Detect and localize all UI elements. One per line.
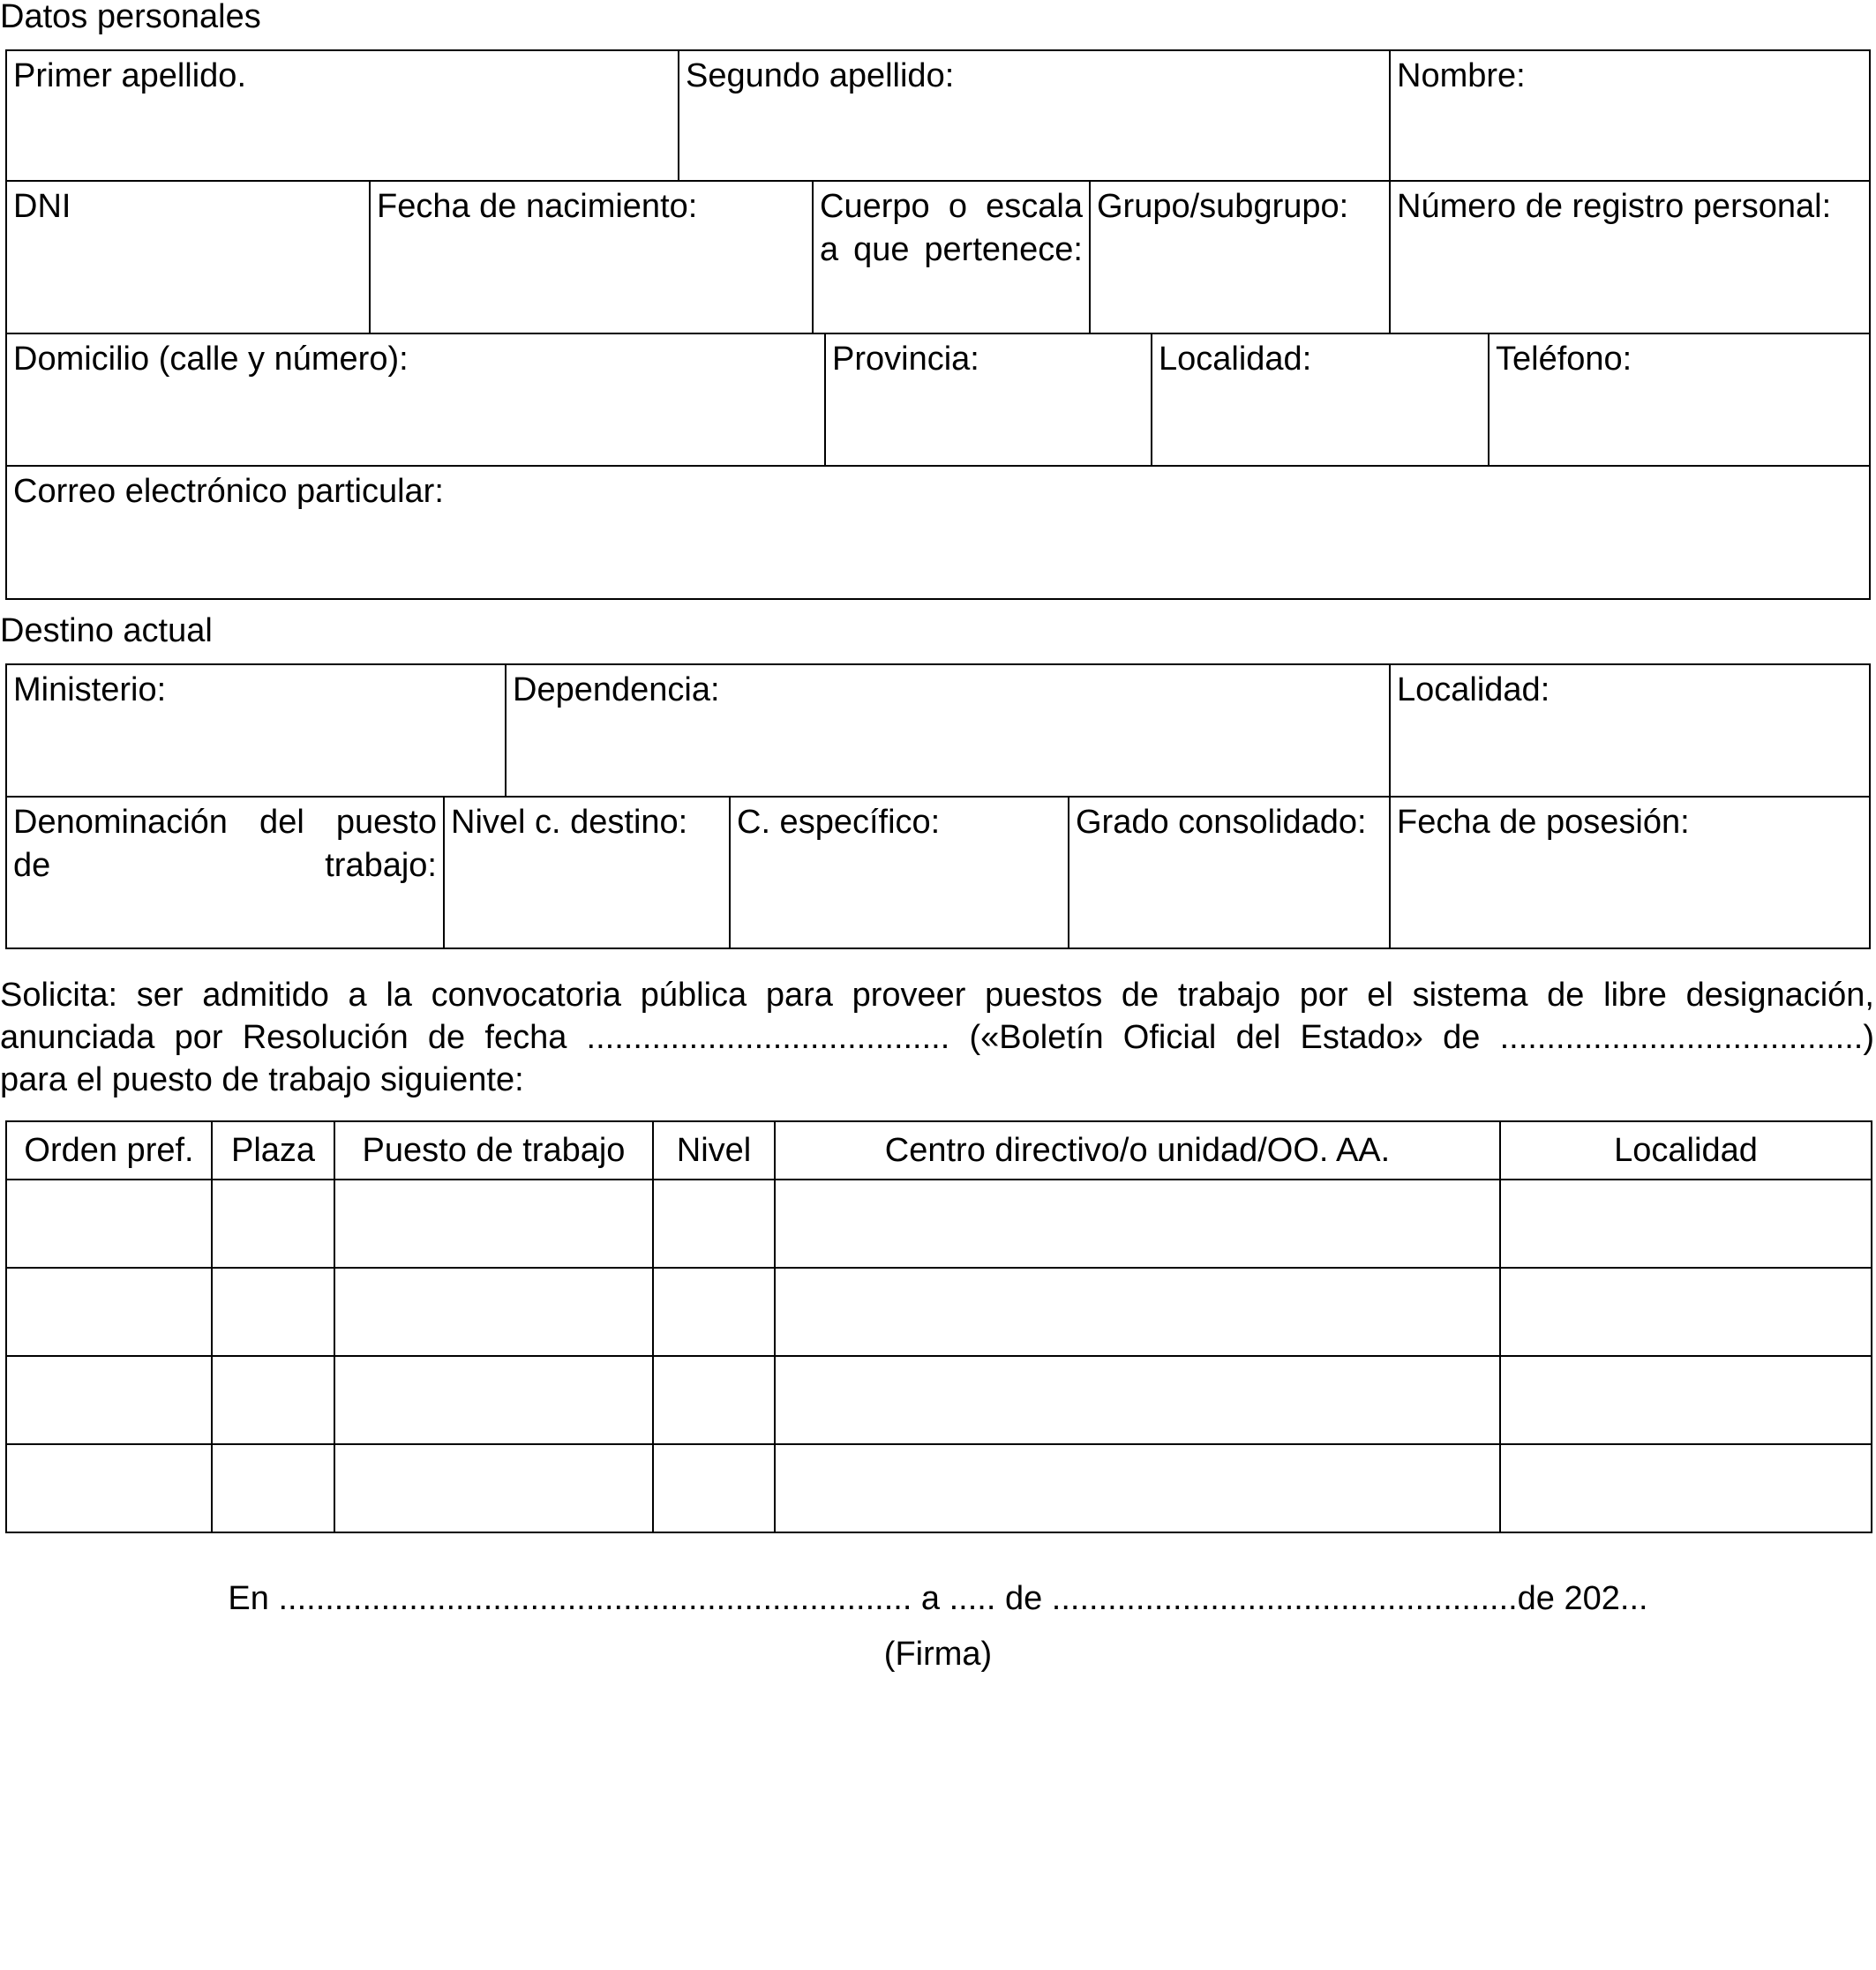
field-label: Denominación del puesto de trabajo: bbox=[13, 804, 437, 884]
solicita-line-1: Solicita: ser admitido a la convocatoria pública para proveer puestos de trabajo por el sistema de libre designación, bbox=[0, 977, 1874, 1014]
field-label: Grupo/subgrupo: bbox=[1097, 188, 1349, 225]
section-title-destino: Destino actual bbox=[0, 612, 213, 649]
column-header-nivel: Nivel bbox=[653, 1121, 775, 1180]
field-primer-apellido[interactable] bbox=[5, 49, 679, 182]
field-grado-consolidado[interactable] bbox=[1068, 796, 1391, 949]
table-cell[interactable] bbox=[775, 1356, 1500, 1444]
field-localidad-destino[interactable] bbox=[1389, 663, 1871, 798]
table-cell[interactable] bbox=[1500, 1268, 1872, 1356]
table-cell[interactable] bbox=[334, 1268, 653, 1356]
table-cell[interactable] bbox=[775, 1180, 1500, 1268]
table-cell[interactable] bbox=[1500, 1356, 1872, 1444]
place-date-line: En .................................................................... a ..... de ..................................................de 202... bbox=[228, 1580, 1648, 1617]
field-fecha-nacimiento[interactable] bbox=[369, 180, 814, 334]
table-cell[interactable] bbox=[334, 1444, 653, 1532]
column-header-puesto-trabajo: Puesto de trabajo bbox=[334, 1121, 653, 1180]
plazas-table bbox=[5, 1120, 1872, 1533]
table-cell[interactable] bbox=[775, 1268, 1500, 1356]
field-label: Nombre: bbox=[1397, 57, 1526, 94]
table-row bbox=[6, 1356, 1872, 1444]
table-cell[interactable] bbox=[775, 1444, 1500, 1532]
table-header-row bbox=[6, 1121, 1872, 1180]
field-label: C. específico: bbox=[737, 804, 941, 841]
field-ministerio[interactable] bbox=[5, 663, 507, 798]
solicita-paragraph bbox=[0, 974, 1874, 1101]
signature-label: (Firma) bbox=[883, 1636, 993, 1673]
table-cell[interactable] bbox=[212, 1444, 334, 1532]
field-correo-electronico[interactable] bbox=[5, 465, 1871, 600]
table-cell[interactable] bbox=[334, 1356, 653, 1444]
field-label: Segundo apellido: bbox=[686, 57, 955, 94]
table-cell[interactable] bbox=[6, 1356, 212, 1444]
field-nombre[interactable] bbox=[1389, 49, 1871, 182]
table-cell[interactable] bbox=[653, 1180, 775, 1268]
field-label: Teléfono: bbox=[1496, 341, 1632, 378]
table-cell[interactable] bbox=[653, 1268, 775, 1356]
field-fecha-posesion[interactable] bbox=[1389, 796, 1871, 949]
field-label: Cuerpo o escala a que pertenece: bbox=[820, 188, 1083, 268]
table-cell[interactable] bbox=[334, 1180, 653, 1268]
table-cell[interactable] bbox=[653, 1444, 775, 1532]
table-cell[interactable] bbox=[6, 1268, 212, 1356]
field-numero-registro-personal[interactable] bbox=[1389, 180, 1871, 334]
field-denominacion-puesto[interactable] bbox=[5, 796, 445, 949]
field-label: Nivel c. destino: bbox=[451, 804, 688, 841]
column-header-plaza: Plaza bbox=[212, 1121, 334, 1180]
field-label: Primer apellido. bbox=[13, 57, 246, 94]
table-cell[interactable] bbox=[212, 1180, 334, 1268]
table-cell[interactable] bbox=[653, 1356, 775, 1444]
field-telefono[interactable] bbox=[1488, 333, 1871, 467]
column-header-localidad: Localidad bbox=[1500, 1121, 1872, 1180]
table-row bbox=[6, 1444, 1872, 1532]
field-segundo-apellido[interactable] bbox=[678, 49, 1391, 182]
table-row bbox=[6, 1268, 1872, 1356]
field-grupo-subgrupo[interactable] bbox=[1089, 180, 1391, 334]
field-localidad-personal[interactable] bbox=[1151, 333, 1490, 467]
table-cell[interactable] bbox=[1500, 1444, 1872, 1532]
solicita-line-2: anunciada por Resolución de fecha ....................................... («Boletín Oficial del Estado» de .......................................) bbox=[0, 1019, 1874, 1056]
field-dni[interactable] bbox=[5, 180, 371, 334]
table-cell[interactable] bbox=[6, 1444, 212, 1532]
field-label: Fecha de nacimiento: bbox=[377, 188, 698, 225]
field-label: Número de registro personal: bbox=[1397, 188, 1832, 225]
field-label: Ministerio: bbox=[13, 671, 167, 708]
field-label: Fecha de posesión: bbox=[1397, 804, 1690, 841]
section-title-personal: Datos personales bbox=[0, 0, 261, 35]
field-c-especifico[interactable] bbox=[729, 796, 1069, 949]
field-label: Domicilio (calle y número): bbox=[13, 341, 409, 378]
field-label: Correo electrónico particular: bbox=[13, 473, 444, 510]
field-label: Dependencia: bbox=[513, 671, 720, 708]
field-label: Localidad: bbox=[1397, 671, 1550, 708]
solicita-line-3: para el puesto de trabajo siguiente: bbox=[0, 1061, 524, 1098]
table-cell[interactable] bbox=[6, 1180, 212, 1268]
field-dependencia[interactable] bbox=[505, 663, 1391, 798]
field-label: Provincia: bbox=[832, 341, 979, 378]
field-domicilio[interactable] bbox=[5, 333, 826, 467]
field-nivel-c-destino[interactable] bbox=[443, 796, 731, 949]
column-header-orden-pref: Orden pref. bbox=[6, 1121, 212, 1180]
column-header-centro-directivo: Centro directivo/o unidad/OO. AA. bbox=[775, 1121, 1500, 1180]
table-cell[interactable] bbox=[1500, 1180, 1872, 1268]
table-cell[interactable] bbox=[212, 1356, 334, 1444]
field-label: Localidad: bbox=[1159, 341, 1312, 378]
field-provincia[interactable] bbox=[824, 333, 1152, 467]
table-row bbox=[6, 1180, 1872, 1268]
field-cuerpo-escala[interactable] bbox=[812, 180, 1091, 334]
table-cell[interactable] bbox=[212, 1268, 334, 1356]
field-label: Grado consolidado: bbox=[1076, 804, 1367, 841]
field-label: DNI bbox=[13, 188, 71, 225]
